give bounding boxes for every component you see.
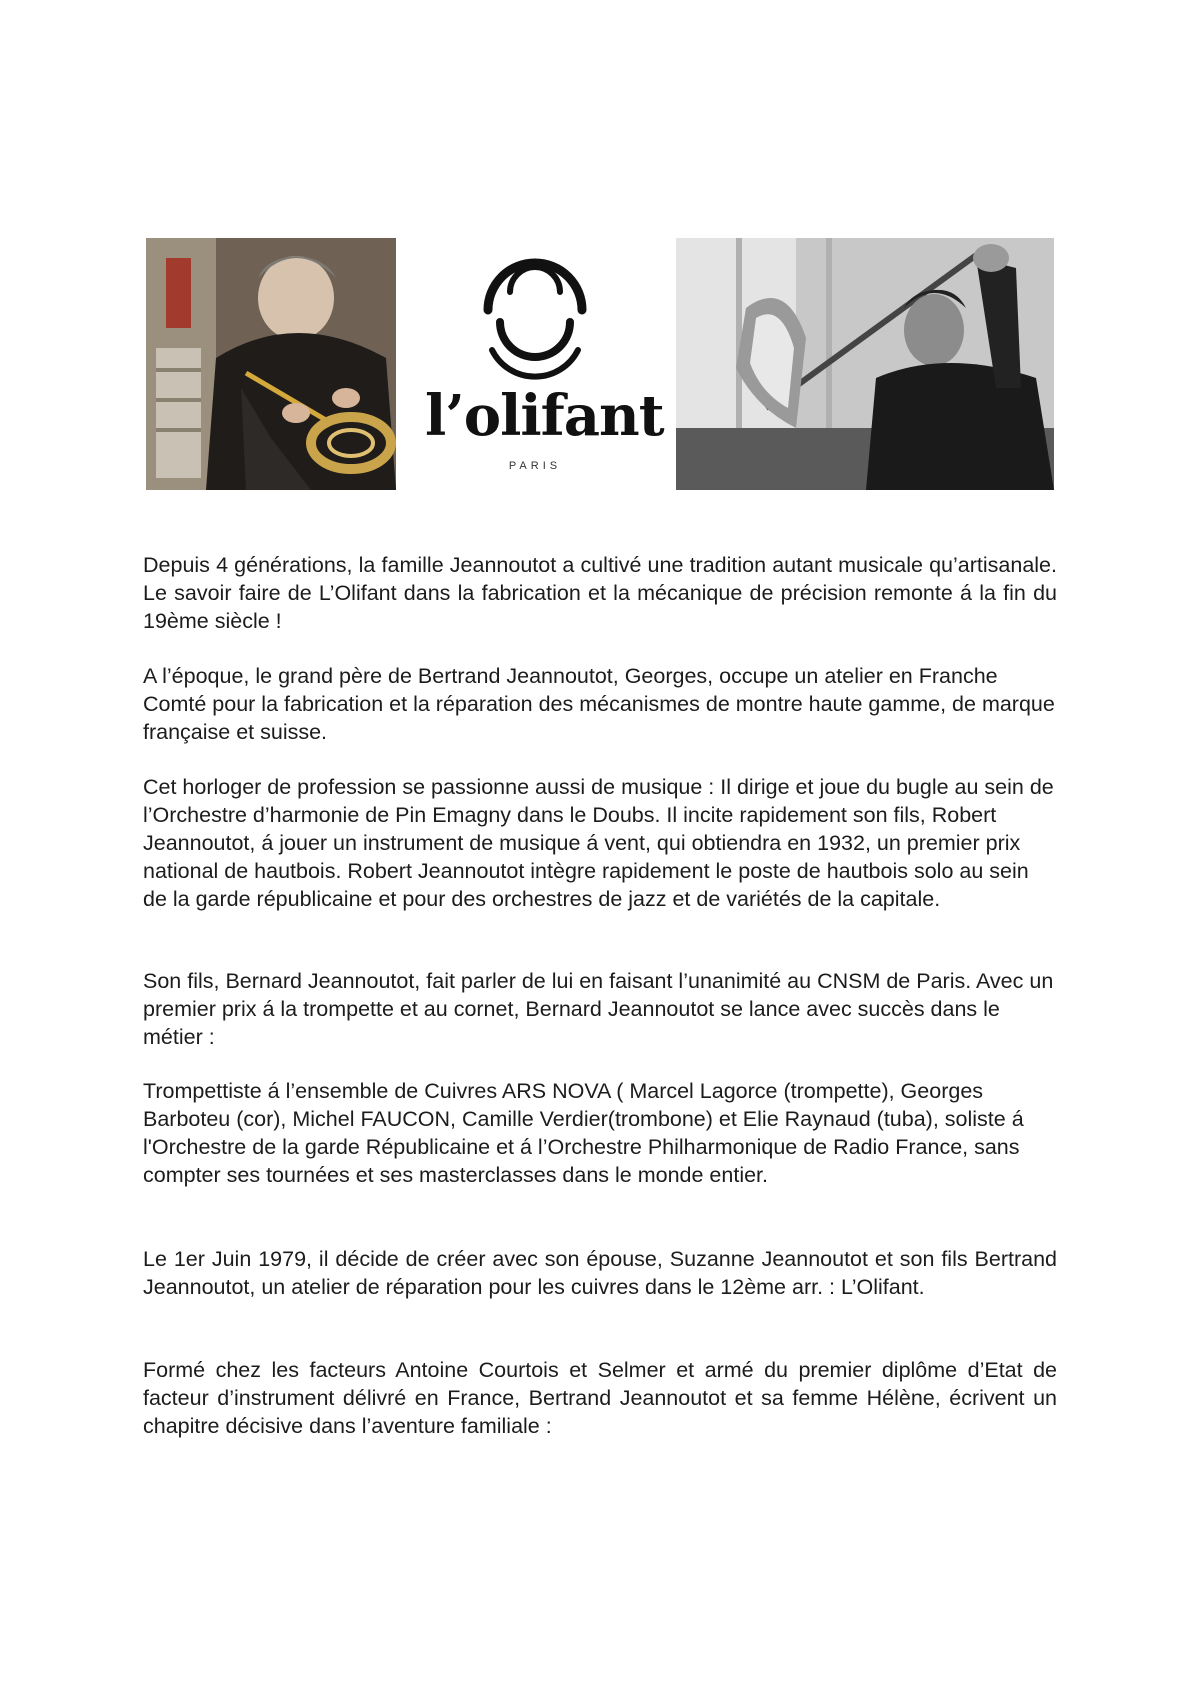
paragraph-georges: A l’époque, le grand père de Bertrand Jeannoutot, Georges, occupe un atelier en Franche Comté pour la fabrication et la réparation des mécanismes de montre haute gamme, de marque française et suisse. xyxy=(143,664,1055,744)
paragraph-foundation: Le 1er Juin 1979, il décide de créer avec son épouse, Suzanne Jeannoutot et son fils Bertrand Jeannoutot, un atelier de réparation pour les cuivres dans le 12ème arr. : L’Olifant. xyxy=(143,1247,1057,1299)
artisan-illustration xyxy=(676,238,1054,490)
paragraph-robert: Cet horloger de profession se passionne aussi de musique : Il dirige et joue du bugle au sein de l’Orchestre d’harmonie de Pin Emagny dans le Doubs. Il incite rapidement son fils, Robert Jeannoutot, á jouer un instrument de musique á vent, qui obtiendra en 1932, un premier prix national de hautbois. Robert Jeannoutot intègre rapidement le poste de hautbois solo au sein de la garde républicaine et pour des orchestres de jazz et de variétés de la capitale. xyxy=(143,775,1054,911)
olifant-logo xyxy=(425,240,664,480)
paragraph-intro: Depuis 4 générations, la famille Jeannoutot a cultivé une tradition autant musicale qu’artisanale. Le savoir faire de L’Olifant dans la fabrication et la mécanique de précision remonte á la fin du 19ème siècle ! xyxy=(143,553,1057,633)
paragraph-ars-nova: Trompettiste á l’ensemble de Cuivres ARS NOVA ( Marcel Lagorce (trompette), Georges Barboteu (cor), Michel FAUCON, Camille Verdier(trombone) et Elie Raynaud (tuba), soliste á l'Orchestre de la garde Républicaine et á l’Orchestre Philharmonique de Radio France, sans compter ses tournées et ses masterclasses dans le monde entier. xyxy=(143,1079,1024,1187)
craftsman-illustration xyxy=(146,238,396,490)
logo-wordmark: l’olifant xyxy=(425,383,664,449)
paragraph-bernard: Son fils, Bernard Jeannoutot, fait parler de lui en faisant l’unanimité au CNSM de Paris. Avec un premier prix á la trompette et au cornet, Bernard Jeannoutot se lance avec succès dans le métier : xyxy=(143,969,1054,1049)
paragraph-bertrand: Formé chez les facteurs Antoine Courtois et Selmer et armé du premier diplôme d’Etat de facteur d’instrument délivré en France, Bertrand Jeannoutot et sa femme Hélène, écrivent un chapitre décisive dans l’aventure familiale : xyxy=(143,1358,1057,1438)
artisan-bell-photo xyxy=(676,238,1054,490)
olifant-emblem-icon xyxy=(470,240,600,380)
craftsman-photo xyxy=(146,238,396,490)
logo-subtitle: PARIS xyxy=(508,460,562,472)
